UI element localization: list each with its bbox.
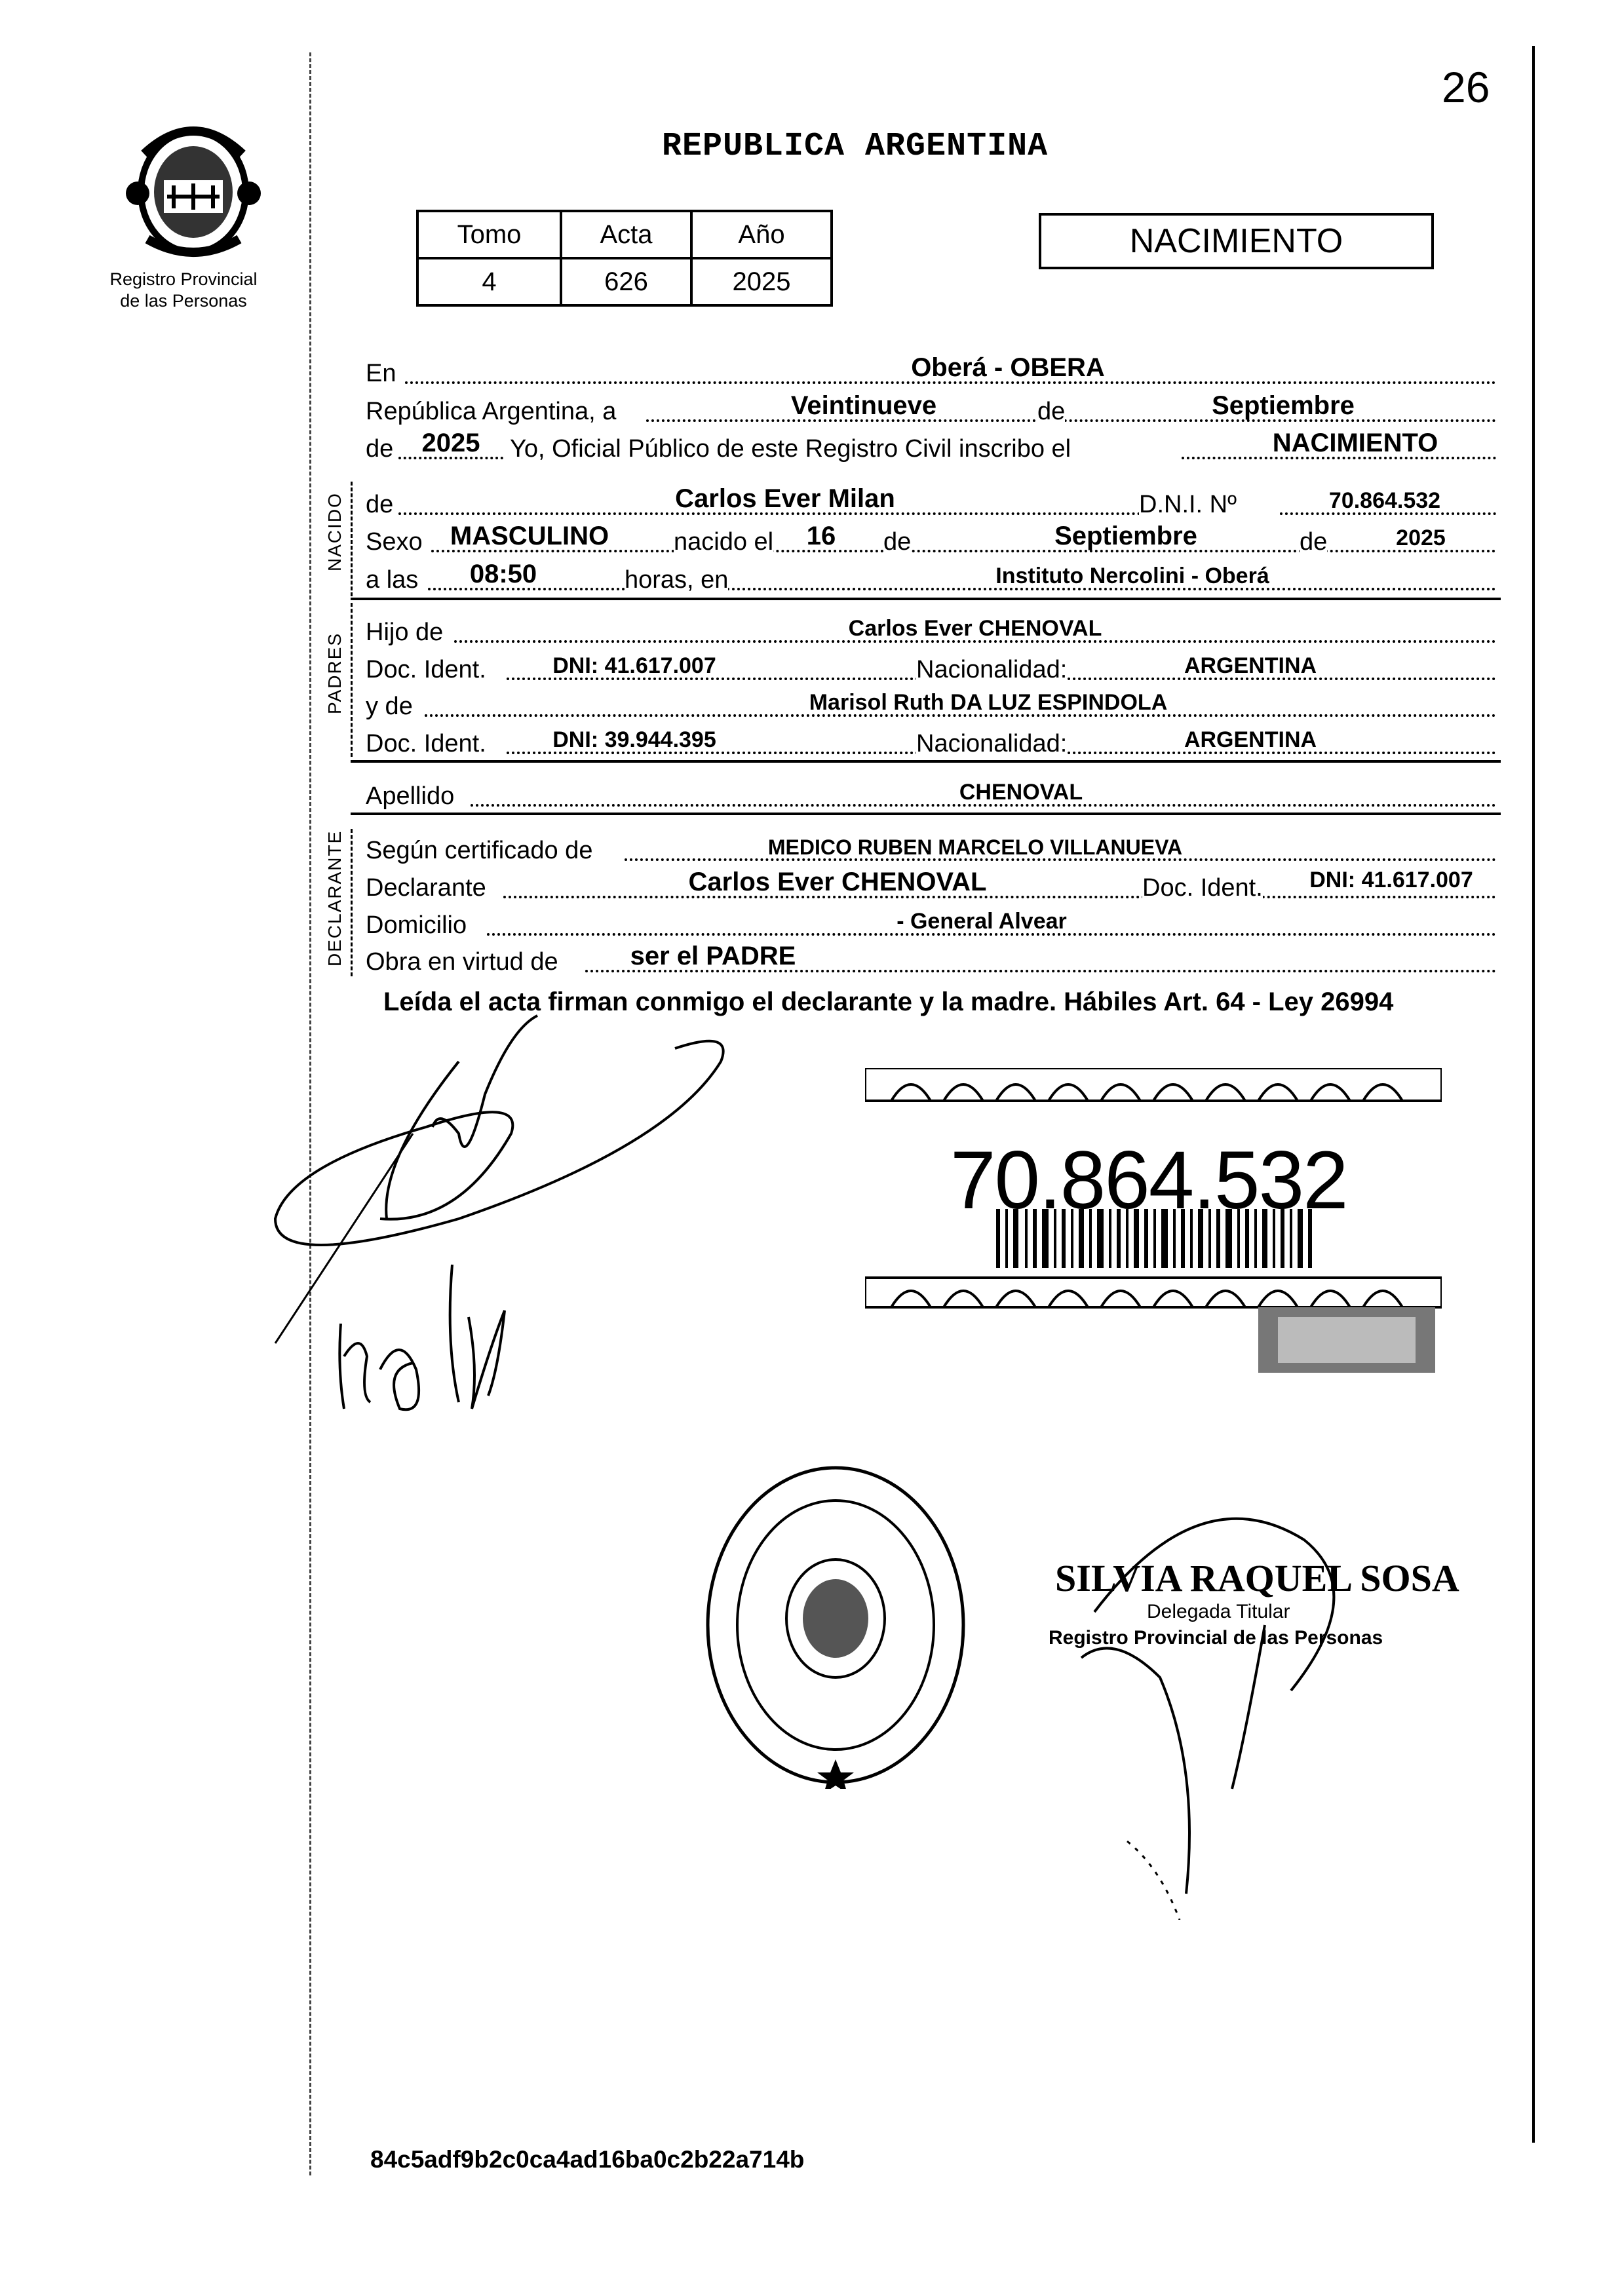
record-table (416, 210, 833, 307)
right-border-line (1532, 46, 1535, 2143)
label-certificado: Según certificado de (366, 837, 593, 864)
section-divider (351, 813, 1501, 815)
value-birth-time: 08:50 (469, 560, 537, 588)
label-sexo: Sexo (366, 528, 423, 556)
value-domicilio: - General Alvear (897, 909, 1067, 934)
table-value-ano: 2025 (691, 258, 832, 305)
label-obra: Obra en virtud de (366, 948, 558, 976)
section-bar-padres (351, 603, 353, 757)
value-child-name: Carlos Ever Milan (675, 484, 895, 513)
value-child-dni: 70.864.532 (1328, 488, 1441, 513)
value-birth-place: Instituto Nercolini - Oberá (995, 564, 1269, 588)
section-label-declarante: DECLARANTE (324, 830, 345, 966)
section-label-padres: PADRES (324, 632, 345, 714)
section-bar-nacido (351, 482, 353, 596)
label-de: de (366, 491, 394, 518)
section-bar-declarante (351, 829, 353, 976)
value-father-doc: DNI: 41.617.007 (552, 653, 716, 678)
section-divider (351, 598, 1501, 600)
row-mother-doc (366, 724, 1499, 758)
registry-label-line2: de las Personas (120, 291, 247, 311)
label-doc-ident: Doc. Ident. (366, 730, 486, 757)
row-apellido (366, 776, 1499, 811)
row-father-doc (366, 650, 1499, 684)
label-hijo-de: Hijo de (366, 619, 444, 646)
row-en (366, 354, 1499, 388)
label-nacionalidad: Nacionalidad: (916, 730, 1068, 757)
value-inscribe: NACIMIENTO (1272, 429, 1438, 457)
value-birth-day: 16 (806, 522, 836, 550)
value-apellido: CHENOVAL (959, 780, 1083, 805)
value-declarante-doc: DNI: 41.617.007 (1309, 868, 1473, 892)
table-value-tomo: 4 (417, 258, 561, 305)
row-declarante (366, 868, 1499, 902)
label-en: En (366, 360, 396, 387)
section-divider (351, 760, 1501, 763)
label-doc-ident: Doc. Ident. (1142, 874, 1263, 902)
value-birth-year: 2025 (1396, 526, 1446, 550)
document-hash: 84c5adf9b2c0ca4ad16ba0c2b22a714b (370, 2146, 805, 2173)
label-domicilio: Domicilio (366, 911, 467, 939)
row-nacido-hora (366, 560, 1499, 594)
label-republica: República Argentina, a (366, 398, 617, 425)
label-dni: D.N.I. Nº (1139, 491, 1237, 518)
row-certificado (366, 831, 1499, 865)
value-place: Oberá - OBERA (911, 353, 1105, 382)
value-mother-nat: ARGENTINA (1184, 727, 1317, 752)
label-apellido: Apellido (366, 782, 455, 810)
label-inscribe: Yo, Oficial Público de este Registro Civil inscribo el (510, 435, 1071, 463)
signature-official (1029, 1461, 1448, 1920)
value-birth-month: Septiembre (1054, 522, 1197, 550)
row-nacido-name (366, 485, 1499, 519)
registry-label-line1: Registro Provincial (109, 269, 258, 289)
label-a-las: a las (366, 566, 419, 594)
signatory-registry: Registro Provincial de las Personas (1049, 1627, 1383, 1649)
label-de3: de (1300, 528, 1328, 556)
label-de: de (1037, 398, 1066, 425)
value-month: Septiembre (1212, 391, 1355, 420)
value-day-words: Veintinueve (790, 391, 937, 420)
row-domicilio (366, 906, 1499, 940)
signature-declarante (262, 1003, 760, 1494)
table-header-tomo: Tomo (417, 211, 561, 258)
table-header-acta: Acta (561, 211, 691, 258)
label-declarante: Declarante (366, 874, 486, 902)
row-date (366, 392, 1499, 426)
signatory-role: Delegada Titular (1147, 1601, 1290, 1622)
record-type-box: NACIMIENTO (1039, 213, 1434, 269)
page-title: REPUBLICA ARGENTINA (662, 128, 1049, 165)
value-mother-doc: DNI: 39.944.395 (552, 727, 716, 752)
table-header-ano: Año (691, 211, 832, 258)
section-label-nacido: NACIDO (324, 492, 345, 571)
label-doc-ident: Doc. Ident. (366, 656, 486, 683)
value-obra: ser el PADRE (630, 942, 796, 970)
table-value-acta: 626 (561, 258, 691, 305)
value-sexo: MASCULINO (450, 522, 609, 550)
value-certificado: MEDICO RUBEN MARCELO VILLANUEVA (767, 835, 1183, 859)
value-father: Carlos Ever CHENOVAL (848, 616, 1102, 641)
row-nacido-sexo (366, 522, 1499, 556)
provincial-seal-icon (118, 115, 269, 265)
label-year-prefix: de (366, 435, 394, 463)
registry-label (98, 269, 269, 312)
row-hijo-de (366, 613, 1499, 647)
official-stamp-icon (701, 1461, 970, 1789)
value-mother: Marisol Ruth DA LUZ ESPINDOLA (809, 690, 1168, 715)
label-y-de: y de (366, 693, 413, 720)
signatory-name: SILVIA RAQUEL SOSA (1055, 1557, 1459, 1599)
page-number: 26 (1442, 63, 1490, 111)
barcode-number: 70.864.532 (950, 1135, 1347, 1226)
value-declarante: Carlos Ever CHENOVAL (688, 868, 987, 896)
row-obra (366, 942, 1499, 976)
label-de2: de (883, 528, 912, 556)
label-nacido-el: nacido el (674, 528, 774, 556)
legal-notice: Leída el acta firman conmigo el declarante y la madre. Hábiles Art. 64 - Ley 26994 (383, 987, 1394, 1016)
row-y-de (366, 687, 1499, 721)
label-nacionalidad: Nacionalidad: (916, 656, 1068, 683)
value-father-nat: ARGENTINA (1184, 653, 1317, 678)
label-horas: horas, en (625, 566, 729, 594)
value-year: 2025 (421, 429, 480, 457)
row-inscribe (366, 429, 1499, 463)
